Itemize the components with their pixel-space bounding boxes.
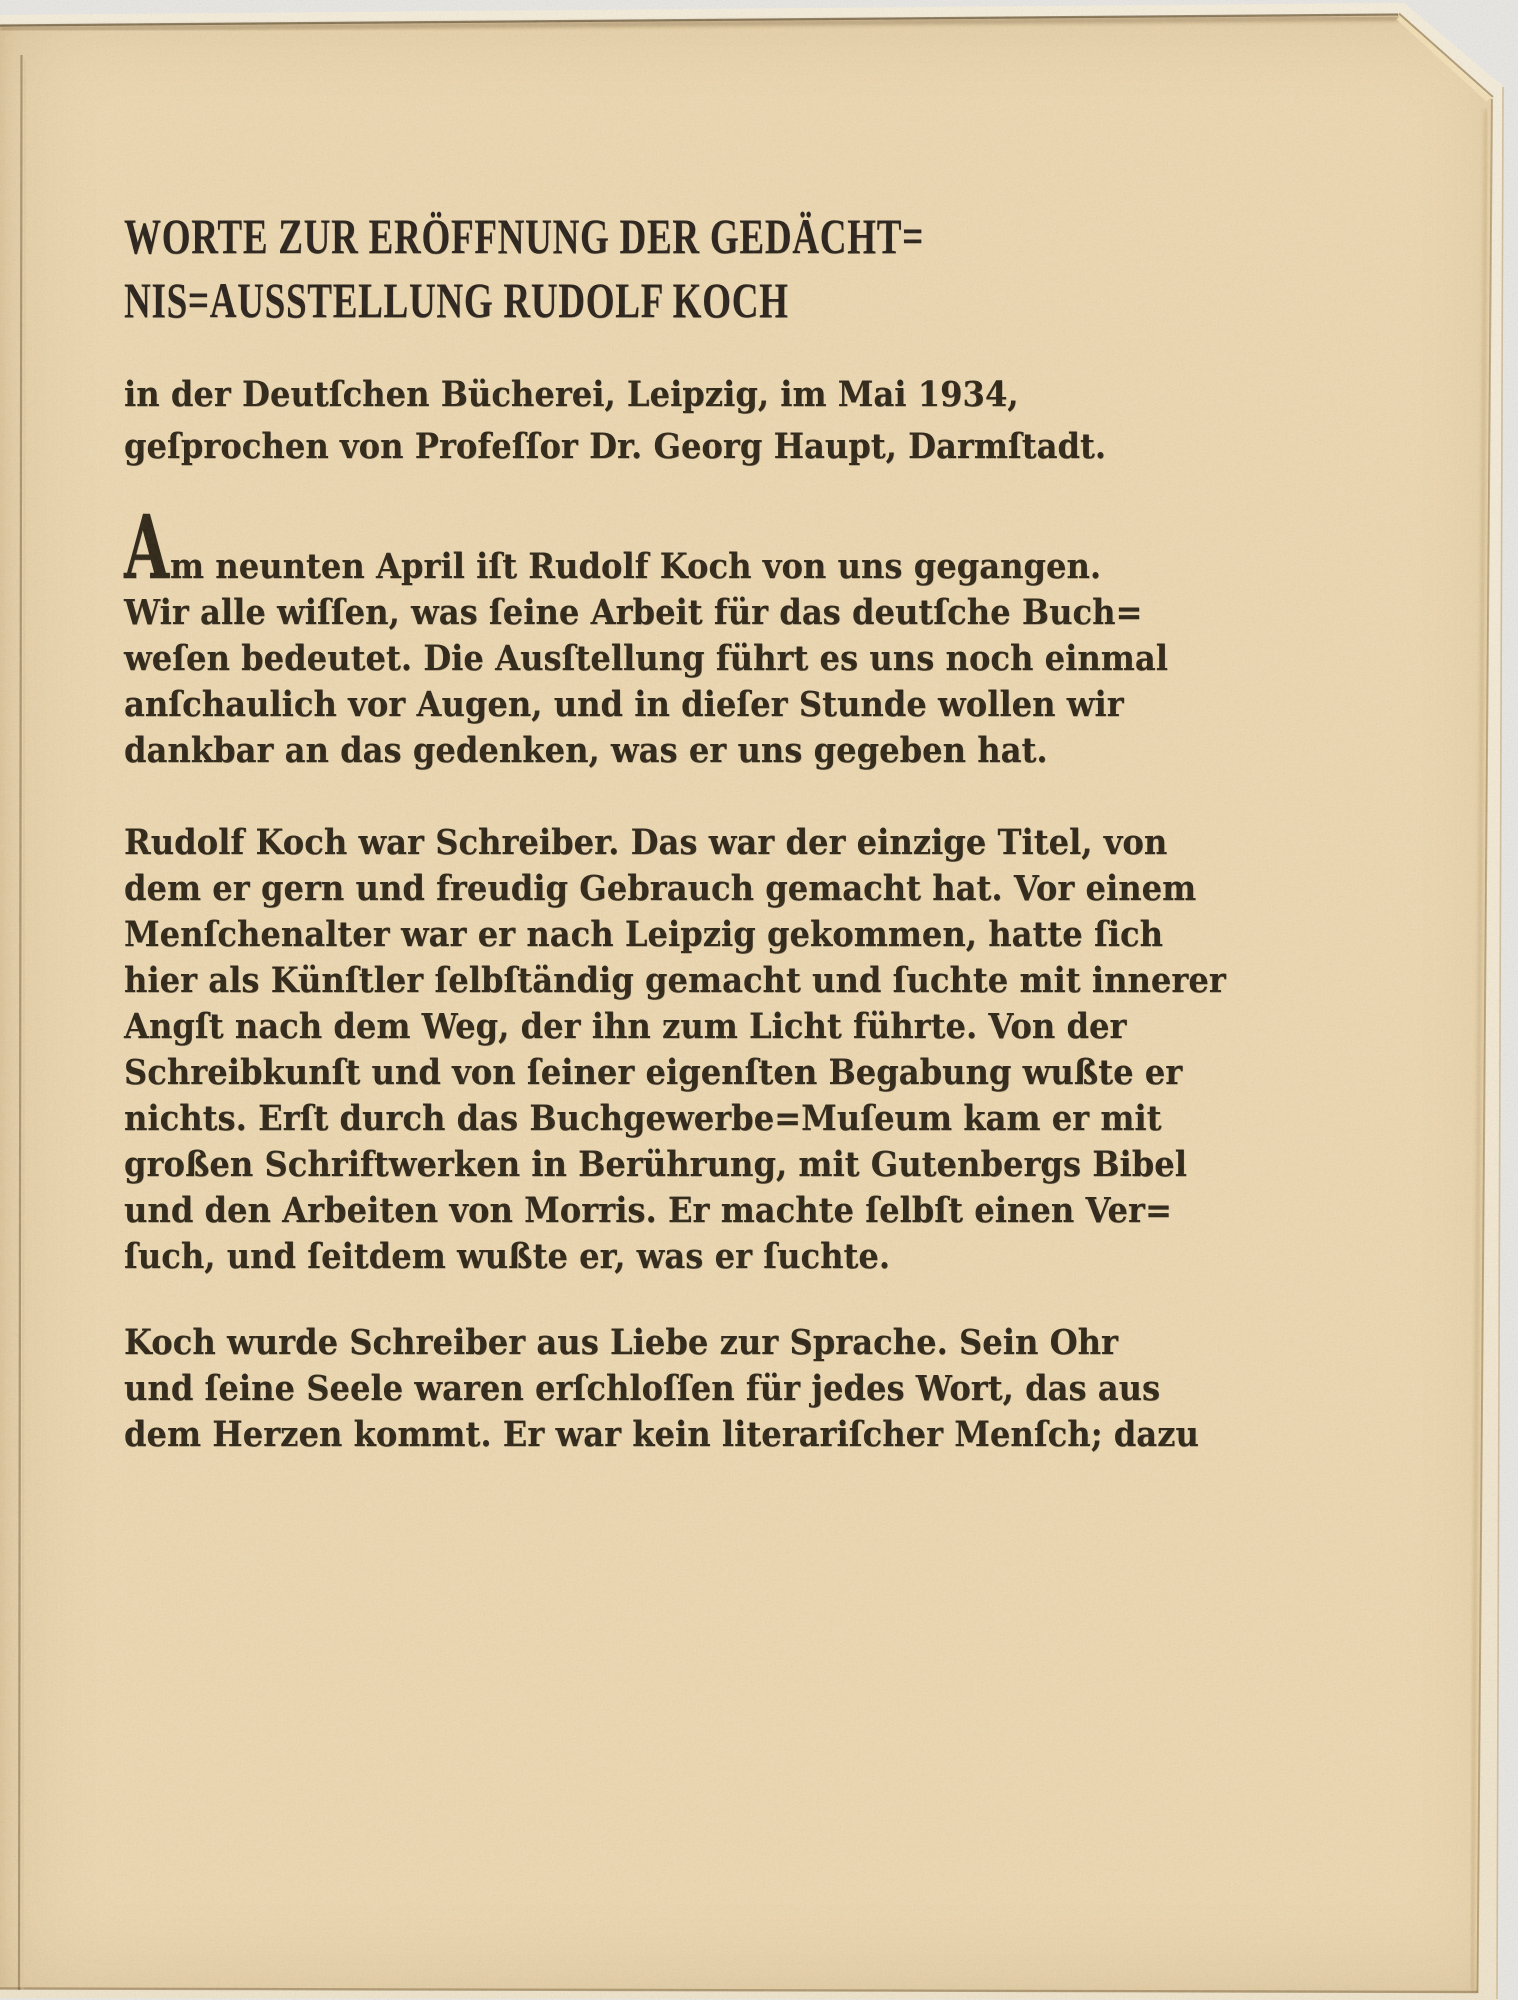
body-line: und den Arbeiten von Morris. Er machte ſelbſt einen Ver= xyxy=(124,1190,1172,1231)
body-line: dem Herzen kommt. Er war kein literariſcher Menſch; dazu xyxy=(124,1414,1199,1455)
body-line: anſchaulich vor Augen, und in dieſer Stunde wollen wir xyxy=(124,684,1124,725)
body-line: großen Schriftwerken in Berührung, mit Gutenbergs Bibel xyxy=(124,1144,1187,1185)
body-line: Koch wurde Schreiber aus Liebe zur Sprache. Sein Ohr xyxy=(124,1322,1119,1363)
subtitle-line: geſprochen von Profeſſor Dr. Georg Haupt, Darmſtadt. xyxy=(124,426,1107,467)
body-line: ſuch, und ſeitdem wußte er, was er ſuchte. xyxy=(124,1236,891,1277)
paragraph-2 xyxy=(124,820,1226,1280)
body-line: Menſchenalter war er nach Leipzig gekommen, hatte ſich xyxy=(124,914,1164,955)
page-title xyxy=(124,204,924,332)
title-line: WORTE ZUR ERÖFFNUNG DER GEDÄCHT= xyxy=(124,208,924,264)
body-line: Rudolf Koch war Schreiber. Das war der einzige Titel, von xyxy=(124,822,1168,863)
paragraph-1 xyxy=(124,495,1168,774)
subtitle-line: in der Deutſchen Bücherei, Leipzig, im Mai 1934, xyxy=(124,374,1019,415)
body-line: dem er gern und freudig Gebrauch gemacht hat. Vor einem xyxy=(124,868,1197,909)
title-line: NIS=AUSSTELLUNG RUDOLF KOCH xyxy=(124,272,789,328)
body-line: und ſeine Seele waren erſchloſſen für jedes Wort, das aus xyxy=(124,1368,1161,1409)
body-line: Schreibkunſt und von ſeiner eigenſten Begabung wußte er xyxy=(124,1052,1183,1093)
body-line: Wir alle wiſſen, was ſeine Arbeit für das deutſche Buch= xyxy=(124,592,1143,633)
paragraph-3 xyxy=(124,1320,1199,1458)
subtitle xyxy=(124,369,1106,473)
body-line: dankbar an das gedenken, was er uns gegeben hat. xyxy=(124,730,1048,771)
body-line-text: m neunten April iſt Rudolf Koch von uns gegangen. xyxy=(170,546,1102,587)
body-line: Am neunten April iſt Rudolf Koch von uns gegangen. xyxy=(124,495,1102,599)
body-line: weſen bedeutet. Die Ausſtellung führt es uns noch einmal xyxy=(124,638,1168,679)
body-line: Angſt nach dem Weg, der ihn zum Licht führte. Von der xyxy=(124,1006,1127,1047)
body-line: nichts. Erſt durch das Buchgewerbe=Muſeum kam er mit xyxy=(124,1098,1162,1139)
body-line: hier als Künſtler ſelbſtändig gemacht und ſuchte mit innerer xyxy=(124,960,1226,1001)
